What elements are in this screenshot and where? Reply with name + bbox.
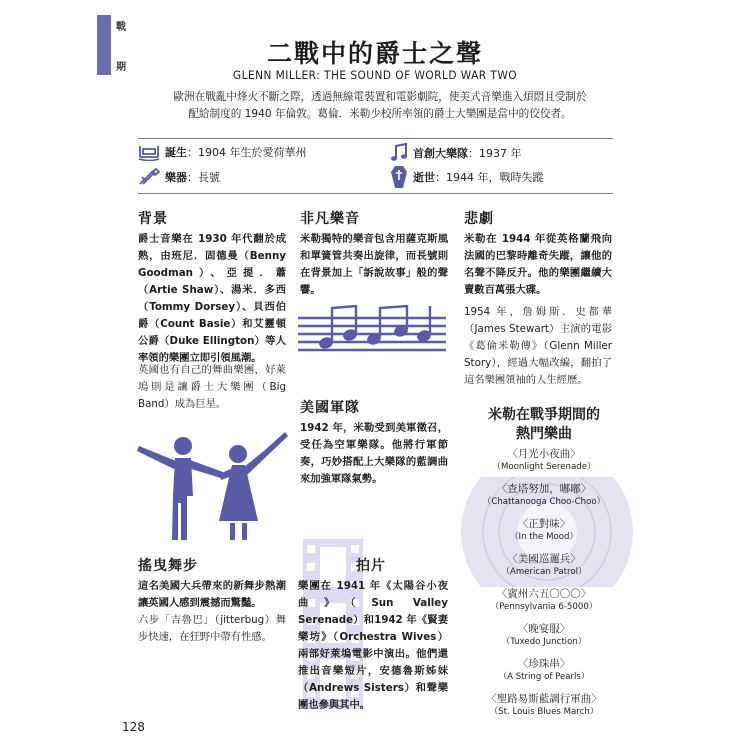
- page-subtitle: GLENN MILLER: THE SOUND OF WORLD WAR TWO: [232, 68, 518, 82]
- music-staff-illustration: [298, 302, 448, 354]
- fact-instrument: [138, 168, 220, 186]
- hit-title-en: （Chattanooga Choo-Choo）: [482, 497, 606, 507]
- heading-extraordinary-sound: 非凡樂音: [300, 211, 360, 227]
- hit-item: [464, 552, 624, 579]
- hit-title-en: （Moonlight Serenade）: [492, 462, 596, 472]
- fact-death: [390, 165, 544, 189]
- chapter-label-2: 期: [116, 62, 126, 73]
- jitterbug-dancers-illustration: [135, 428, 295, 543]
- heading-tragedy: 悲劇: [464, 211, 494, 227]
- music-note-icon: [390, 143, 408, 163]
- hit-item: [464, 692, 624, 719]
- fact-first-band-label: 首創大樂隊: [413, 147, 468, 160]
- films-paragraph: 樂團在 1941 年《太陽谷小夜曲》（Sun Valley Serenade）和1942 年《賢妻樂坊》（Orchestra Wives）兩部好萊塢電影中演出。他們還推出音樂短片，安德魯斯姊妹（Andrews Sisters）和聲樂團也參與其中。: [298, 580, 448, 711]
- hit-item: [464, 657, 624, 684]
- army-band-paragraph: 1942 年，米勒受到美軍徵召，受任為空軍樂隊。他將行軍節奏，巧妙搭配上大樂隊的藍調曲來加強軍隊氣勢。: [300, 422, 448, 485]
- intro-line-2: 配給制度的 1940 年倫敦。葛倫．米勒少校所率領的爵士大樂團是當中的佼佼者。: [188, 108, 572, 120]
- intro-line-1: 歐洲在戰亂中烽火不斷之際，透過無線電裝置和電影劇院，使美式音樂進入煩悶且受制於: [173, 91, 587, 103]
- hit-title-en: （American Patrol）: [501, 567, 587, 577]
- hit-title-zh: 〈美國巡邏兵〉: [507, 553, 581, 565]
- hits-title-line-1: 米勒在戰爭期間的: [488, 407, 600, 423]
- fact-instrument-label: 樂器: [165, 171, 187, 184]
- hit-item: [464, 482, 624, 509]
- intro-paragraph: [170, 89, 590, 123]
- hit-title-en: （In the Mood）: [509, 532, 579, 542]
- hit-title-zh: 〈晚宴服〉: [517, 623, 571, 635]
- background-paragraph-1: 爵士音樂在 1930 年代翻於成熟，由班尼．固德曼（Benny Goodman）、亞提．蕭（Artie Shaw）、湯米．多西（Tommy Dorsey）、貝西伯爵（Count Basie）和艾靈頓公爵（Duke Ellington）等人率領的樂團立即引領風潮。: [138, 233, 286, 364]
- fact-first-band-value: ：1937 年: [468, 147, 522, 160]
- hit-title-zh: 〈月光小夜曲〉: [507, 448, 581, 460]
- hit-title-zh: 〈聖路易斯藍調行軍曲〉: [486, 693, 602, 705]
- hit-title-en: （St. Louis Blues March）: [489, 707, 599, 717]
- hit-title-zh: 〈查塔努加，嘟嘟〉: [496, 483, 592, 495]
- hits-title: [464, 406, 624, 444]
- fact-box-top-rule: [138, 138, 613, 139]
- trombone-icon: [138, 168, 160, 186]
- hits-title-line-2: 熱門樂曲: [516, 426, 572, 442]
- hits-list: [464, 447, 624, 727]
- extraordinary-paragraph: 米勒獨特的樂音包含用薩克斯風和單簧管共奏出旋律，而長號則在背景加上「訴說故事」般的聲響。: [300, 233, 448, 296]
- fact-box-bottom-rule: [138, 193, 613, 194]
- hit-item: [464, 622, 624, 649]
- hit-item: [464, 587, 624, 614]
- hit-title-zh: 〈正對味〉: [517, 518, 571, 530]
- background-paragraph-2: 英國也有自己的舞曲樂團，好萊塢則是讓爵士大樂團（Big Band）成為巨星。: [138, 364, 286, 410]
- heading-jitterbug: 搖曳舞步: [138, 558, 198, 574]
- heading-background: 背景: [138, 211, 168, 227]
- fact-death-label: 逝世: [413, 171, 435, 184]
- fact-born-label: 誕生: [165, 146, 187, 159]
- hit-title-zh: 〈賓州六五〇〇〇〉: [496, 588, 592, 600]
- hit-item: [464, 517, 624, 544]
- hit-title-en: （A String of Pearls）: [498, 672, 590, 682]
- fact-first-band: [390, 143, 522, 163]
- jitterbug-paragraph-1: 這名美國大兵帶來的新舞步熱潮讓英國人感到震撼而驚豔。: [138, 580, 286, 609]
- tragedy-paragraph-2: 1954 年，詹姆斯．史都華（James Stewart）主演的電影《葛倫米勒傳》（Glenn Miller Story），經過大幅改編，翻拍了這名樂團領袖的人生經歷。: [464, 306, 612, 386]
- heading-army-band: 美國軍隊: [300, 400, 360, 416]
- page-number: 128: [122, 720, 145, 734]
- fact-born: [138, 143, 307, 161]
- hit-title-en: （Pennsylvania 6-5000）: [490, 602, 598, 612]
- heading-films: 拍片: [356, 558, 386, 574]
- hit-item: [464, 447, 624, 474]
- page-title: 二戰中的爵士之聲: [266, 39, 483, 68]
- fact-instrument-value: ：長號: [187, 171, 220, 184]
- hit-title-zh: 〈珍珠串〉: [517, 658, 571, 670]
- tragedy-paragraph-1: 米勒在 1944 年從英格蘭飛向法國的巴黎時離奇失蹤，讓他的名聲不降反升。他的樂團繼續大賣數百萬張大碟。: [464, 233, 612, 296]
- jitterbug-paragraph-2: 六步「吉魯巴」（jitterbug）舞步快速，在狂野中帶有性感。: [138, 614, 286, 643]
- coffin-icon: [390, 165, 408, 189]
- fact-death-value: ：1944 年，戰時失蹤: [435, 171, 544, 184]
- fact-born-value: ：1904 年生於愛荷華州: [187, 146, 307, 159]
- cradle-icon: [138, 143, 160, 161]
- hit-title-en: （Tuxedo Junction）: [501, 637, 587, 647]
- chapter-label-1: 戰: [116, 22, 126, 33]
